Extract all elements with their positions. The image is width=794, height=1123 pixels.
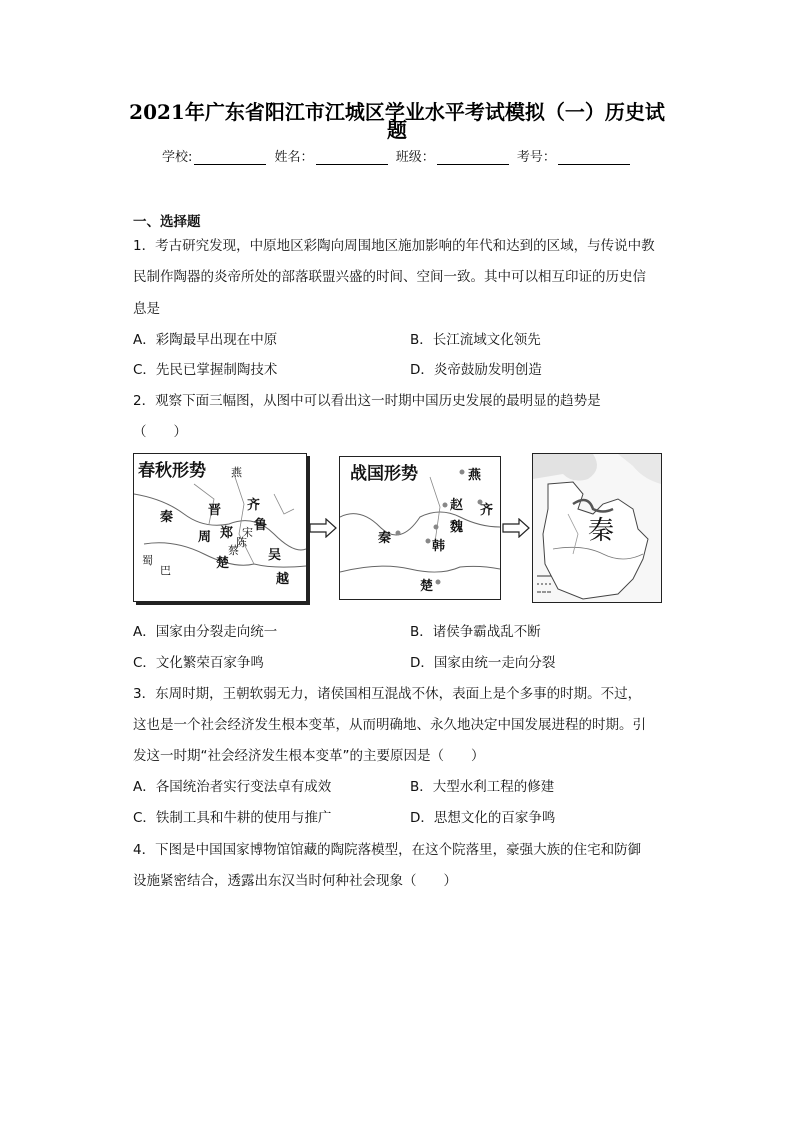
q3-option-a[interactable]: A．各国统治者实行变法卓有成效 [133,779,332,795]
page-title-line2: 题 [387,118,407,142]
q3-option-d[interactable]: D．思想文化的百家争鸣 [410,810,556,826]
map1-label: 周 [198,530,212,545]
q3-line-1: 3．东周时期，王朝软弱无力，诸侯国相互混战不休，表面上是个多事的时期。不过， [133,686,642,702]
section-title: 一、选择题 [133,214,201,230]
map1-label: 齐 [247,498,261,513]
map3-label: 秦 [588,516,615,546]
id-label: 考号： [516,150,556,165]
q1-option-b[interactable]: B．长江流域文化领先 [410,332,541,348]
map1-label: 楚 [216,556,230,571]
q4-line-1: 4．下图是中国国家博物馆馆藏的陶院落模型，在这个院落里，豪强大族的住宅和防御 [133,842,642,858]
q2-option-a[interactable]: A．国家由分裂走向统一 [133,624,278,640]
q3-line-2: 这也是一个社会经济发生根本变革，从而明确地、永久地决定中国发展进程的时期。引 [133,717,646,733]
q1-line-2: 民制作陶器的炎帝所处的部落联盟兴盛的时间、空间一致。其中可以相互印证的历史信 [133,269,646,285]
map-spring-autumn [133,453,307,602]
map2-title: 战国形势 [350,464,418,484]
map1-label: 郑 [220,526,234,541]
map2-label: 燕 [468,468,482,483]
map2-label: 韩 [432,539,446,554]
map2-label: 齐 [480,503,494,518]
q1-line-3: 息是 [133,301,160,317]
q2-option-c[interactable]: C．文化繁荣百家争鸣 [133,655,264,671]
q2-option-d[interactable]: D．国家由统一走向分裂 [410,655,556,671]
id-blank[interactable] [558,150,630,165]
map2-label: 秦 [378,531,392,546]
q1-line-1: 1．考古研究发现，中原地区彩陶向周围地区施加影响的年代和达到的区域，与传说中教 [133,238,655,254]
class-blank[interactable] [437,150,509,165]
map1-label: 宋 [242,526,253,539]
map2-label: 赵 [450,498,464,513]
school-label: 学校: [162,150,193,165]
map1-title: 春秋形势 [138,461,206,481]
map1-label: 蔡 [228,544,239,557]
map1-label: 晋 [208,503,222,518]
q4-line-2: 设施紧密结合，透露出东汉当时何种社会现象（ ） [133,873,457,889]
class-label: 班级： [395,150,435,165]
arrow-right-icon [501,518,531,538]
map2-label: 楚 [420,579,434,594]
map1-label: 燕 [231,466,242,479]
page-title-line1: 2021年广东省阳江市江城区学业水平考试模拟（一）历史试 [129,100,665,124]
q2-option-b[interactable]: B．诸侯争霸战乱不断 [410,624,541,640]
map1-label: 吴 [268,548,282,563]
q2-line-1: 2．观察下面三幅图，从图中可以看出这一时期中国历史发展的最明显的趋势是 [133,393,601,409]
map1-label: 秦 [160,510,174,525]
map1-label: 陈 [236,536,247,549]
q3-line-3: 发这一时期“社会经济发生根本变革”的主要原因是（ ） [133,748,485,764]
q3-option-b[interactable]: B．大型水利工程的修建 [410,779,555,795]
map-warring-states [339,456,501,600]
map-qin [532,453,662,603]
q3-option-c[interactable]: C．铁制工具和牛耕的使用与推广 [133,810,332,826]
student-info-row [162,146,634,165]
name-blank[interactable] [316,150,388,165]
arrow-right-icon [308,518,338,538]
q1-option-c[interactable]: C．先民已掌握制陶技术 [133,362,278,378]
map1-label: 蜀 [142,554,153,567]
map1-label: 鲁 [254,518,268,533]
name-label: 姓名： [274,150,314,165]
q1-option-d[interactable]: D．炎帝鼓励发明创造 [410,362,542,378]
map1-label: 巴 [160,564,171,577]
map1-label: 越 [276,572,290,587]
school-blank[interactable] [194,150,266,165]
q1-option-a[interactable]: A．彩陶最早出现在中原 [133,332,278,348]
map2-label: 魏 [450,520,464,535]
q2-line-2: （ ） [133,424,187,440]
